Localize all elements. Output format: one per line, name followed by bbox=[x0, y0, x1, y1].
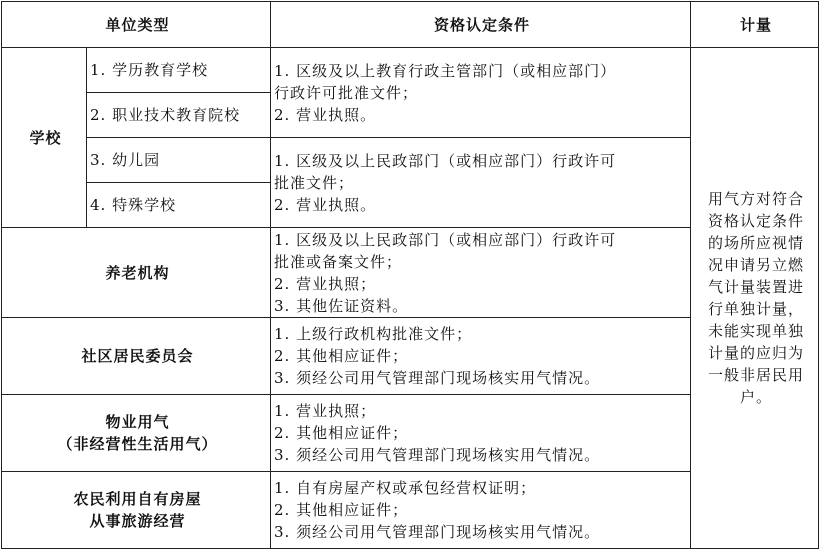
condition-line: 1. 上级行政机构批准文件； bbox=[274, 325, 473, 343]
category-elderly: 养老机构 bbox=[2, 228, 271, 318]
category-school: 学校 bbox=[2, 48, 87, 228]
condition-line: 3. 其他佐证资料。 bbox=[274, 296, 409, 315]
metering-note bbox=[691, 48, 819, 549]
metering-line: 户。 bbox=[740, 388, 773, 406]
category-farmer bbox=[2, 472, 271, 549]
conditions-farmer bbox=[271, 472, 691, 549]
condition-line: 2. 营业执照。 bbox=[274, 105, 377, 124]
header-metering: 计量 bbox=[691, 2, 819, 48]
subtype-kindergarten: 3. 幼儿园 bbox=[87, 138, 271, 183]
category-line: 农民利用自有房屋 bbox=[73, 490, 202, 508]
metering-line: 未能实现单独 bbox=[708, 322, 805, 340]
conditions-elderly bbox=[271, 228, 691, 318]
metering-line: 计量的应归为 bbox=[708, 344, 805, 362]
category-line: 从事旅游经营 bbox=[89, 512, 186, 530]
category-line: （非经营性生活用气） bbox=[57, 435, 218, 453]
condition-line: 2. 其他相应证件； bbox=[274, 347, 409, 365]
condition-line: 3. 须经公司用气管理部门现场核实用气情况。 bbox=[274, 446, 601, 464]
condition-line: 2. 其他相应证件； bbox=[274, 501, 409, 519]
condition-line: 批准或备案文件； bbox=[274, 252, 403, 271]
header-conditions: 资格认定条件 bbox=[271, 2, 691, 48]
condition-line: 1. 营业执照； bbox=[274, 402, 377, 420]
metering-line: 一般非居民用 bbox=[708, 366, 805, 384]
table-row bbox=[2, 48, 819, 93]
conditions-school-b bbox=[271, 138, 691, 228]
metering-line: 用气方对符合 bbox=[708, 190, 805, 208]
category-property bbox=[2, 395, 271, 472]
header-unit-type: 单位类型 bbox=[2, 2, 271, 48]
category-community: 社区居民委员会 bbox=[2, 318, 271, 395]
condition-line: 2. 营业执照。 bbox=[274, 195, 377, 214]
metering-line: 气计量装置进 bbox=[708, 278, 805, 296]
subtype-vocational: 2. 职业技术教育院校 bbox=[87, 93, 271, 138]
condition-line: 1. 自有房屋产权或承包经营权证明； bbox=[274, 479, 537, 497]
metering-line: 况申请另立燃 bbox=[708, 256, 805, 274]
condition-line: 1. 区级及以上民政部门（或相应部门）行政许可 bbox=[274, 230, 617, 249]
condition-line: 1. 区级及以上民政部门（或相应部门）行政许可 bbox=[274, 151, 617, 170]
metering-line: 资格认定条件 bbox=[708, 212, 805, 230]
subtype-special: 4. 特殊学校 bbox=[87, 183, 271, 228]
qualification-table bbox=[1, 1, 819, 549]
conditions-school-a bbox=[271, 48, 691, 138]
condition-line: 3. 须经公司用气管理部门现场核实用气情况。 bbox=[274, 523, 601, 541]
metering-line: 行单独计量， bbox=[708, 300, 805, 318]
subtype-academic: 1. 学历教育学校 bbox=[87, 48, 271, 93]
metering-line: 的场所应视情 bbox=[708, 234, 805, 252]
condition-line: 行政许可批准文件； bbox=[274, 83, 419, 102]
condition-line: 2. 其他相应证件； bbox=[274, 424, 409, 442]
condition-line: 3. 须经公司用气管理部门现场核实用气情况。 bbox=[274, 369, 601, 387]
condition-line: 2. 营业执照； bbox=[274, 274, 377, 293]
condition-line: 1. 区级及以上教育行政主管部门（或相应部门） bbox=[274, 61, 617, 80]
conditions-community bbox=[271, 318, 691, 395]
condition-line: 批准文件； bbox=[274, 173, 355, 192]
category-line: 物业用气 bbox=[105, 413, 170, 431]
header-row bbox=[2, 2, 819, 48]
conditions-property bbox=[271, 395, 691, 472]
